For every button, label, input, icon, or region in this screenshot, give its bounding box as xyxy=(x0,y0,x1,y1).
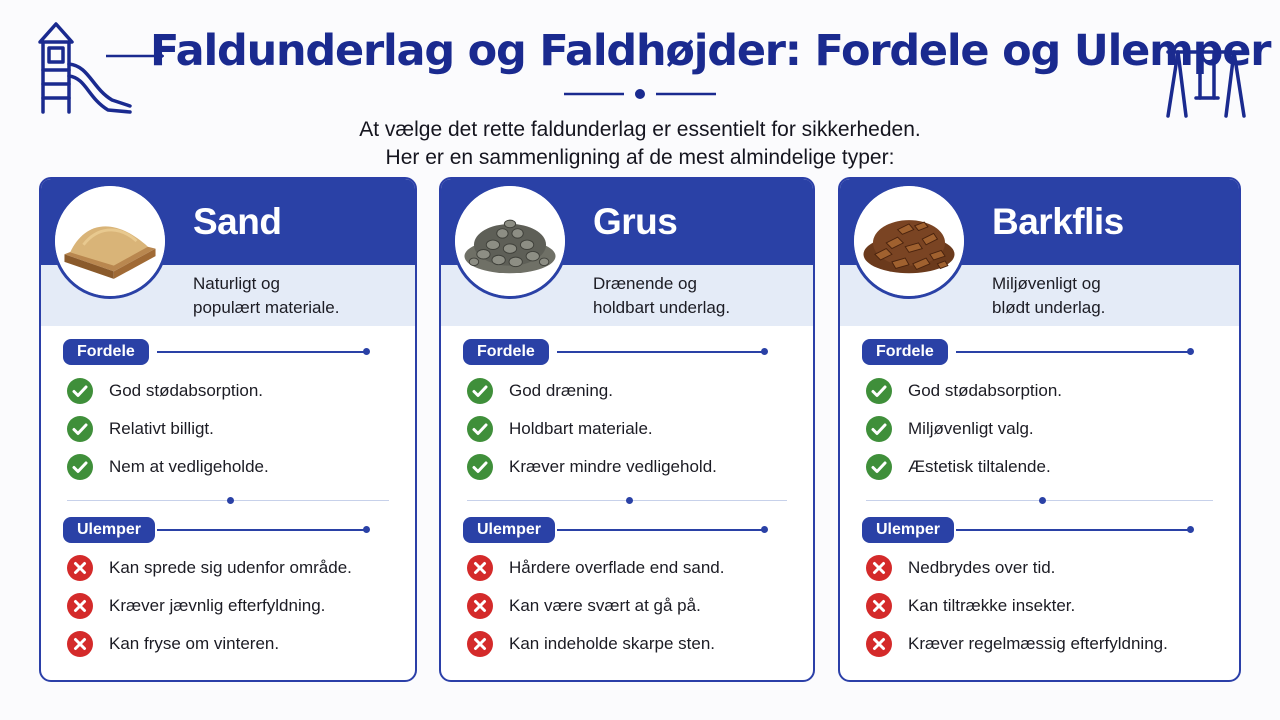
check-circle-icon xyxy=(467,378,493,404)
card-description xyxy=(193,272,413,320)
x-circle-icon xyxy=(67,631,93,657)
section-rule-dot xyxy=(1187,348,1194,355)
pro-item-text: Æstetisk tiltalende. xyxy=(908,457,1051,476)
card-description xyxy=(992,272,1212,320)
section-rule-dot xyxy=(363,348,370,355)
con-item-text: Kan tiltrække insekter. xyxy=(908,596,1076,615)
con-item-text: Kan indeholde skarpe sten. xyxy=(509,634,716,653)
section-rule xyxy=(956,351,1189,353)
x-circle-icon xyxy=(866,593,892,619)
section-rule-dot xyxy=(1187,526,1194,533)
pro-item-text: Miljøvenligt valg. xyxy=(908,419,1034,438)
pro-item-text: Holdbart materiale. xyxy=(509,419,653,438)
check-circle-icon xyxy=(67,454,93,480)
page-title: Faldunderlag og Faldhøjder: Fordele og Ulemper xyxy=(150,26,1271,76)
title-divider xyxy=(564,86,716,102)
check-circle-icon xyxy=(866,378,892,404)
x-circle-icon xyxy=(467,555,493,581)
check-circle-icon xyxy=(866,454,892,480)
pros-label: Fordele xyxy=(463,339,549,365)
card-description-line: holdbart underlag. xyxy=(593,298,731,317)
card-description-line: populært materiale. xyxy=(193,298,340,317)
pros-label: Fordele xyxy=(862,339,948,365)
con-item-text: Kan fryse om vinteren. xyxy=(109,634,280,653)
card-sand xyxy=(39,177,417,682)
x-circle-icon xyxy=(467,631,493,657)
con-item-text: Kan være svært at gå på. xyxy=(509,596,701,615)
section-divider-dot xyxy=(227,497,234,504)
section-rule xyxy=(157,351,365,353)
pro-item-text: Kræver mindre vedligehold. xyxy=(509,457,717,476)
card-description-line: Drænende og xyxy=(593,274,697,293)
card-barkflis xyxy=(838,177,1241,682)
x-circle-icon xyxy=(67,555,93,581)
playground-slide-icon xyxy=(34,18,138,116)
cons-label: Ulemper xyxy=(463,517,555,543)
card-title: Barkflis xyxy=(992,201,1124,242)
check-circle-icon xyxy=(866,416,892,442)
check-circle-icon xyxy=(67,378,93,404)
subtitle-line-2: Her er en sammenligning af de mest almindelige typer: xyxy=(385,146,895,169)
sand-image xyxy=(52,183,168,299)
con-item-text: Kan sprede sig udenfor område. xyxy=(109,558,352,577)
check-circle-icon xyxy=(467,454,493,480)
section-divider-dot xyxy=(626,497,633,504)
pro-item-text: God dræning. xyxy=(509,381,613,400)
cons-label: Ulemper xyxy=(862,517,954,543)
section-rule xyxy=(557,351,763,353)
section-rule xyxy=(157,529,365,531)
x-circle-icon xyxy=(866,631,892,657)
x-circle-icon xyxy=(866,555,892,581)
section-rule-dot xyxy=(363,526,370,533)
pro-item-text: Nem at vedligeholde. xyxy=(109,457,269,476)
con-item-text: Nedbrydes over tid. xyxy=(908,558,1056,577)
section-rule xyxy=(956,529,1189,531)
card-grus xyxy=(439,177,815,682)
section-rule-dot xyxy=(761,526,768,533)
section-rule xyxy=(557,529,763,531)
con-item-text: Hårdere overflade end sand. xyxy=(509,558,725,577)
con-item-text: Kræver regelmæssig efterfyldning. xyxy=(908,634,1168,653)
pros-label: Fordele xyxy=(63,339,149,365)
card-description-line: blødt underlag. xyxy=(992,298,1106,317)
subtitle xyxy=(240,116,1040,172)
x-circle-icon xyxy=(467,593,493,619)
card-title: Sand xyxy=(193,201,282,242)
card-title: Grus xyxy=(593,201,678,242)
check-circle-icon xyxy=(67,416,93,442)
card-description-line: Miljøvenligt og xyxy=(992,274,1101,293)
subtitle-line-1: At vælge det rette faldunderlag er essentielt for sikkerheden. xyxy=(359,118,921,141)
con-item-text: Kræver jævnlig efterfyldning. xyxy=(109,596,326,615)
cons-label: Ulemper xyxy=(63,517,155,543)
card-description xyxy=(593,272,813,320)
card-description-line: Naturligt og xyxy=(193,274,280,293)
pro-item-text: God stødabsorption. xyxy=(908,381,1063,400)
bark-chips-image xyxy=(851,183,967,299)
check-circle-icon xyxy=(467,416,493,442)
pro-item-text: Relativt billigt. xyxy=(109,419,214,438)
x-circle-icon xyxy=(67,593,93,619)
section-divider-dot xyxy=(1039,497,1046,504)
gravel-image xyxy=(452,183,568,299)
section-rule-dot xyxy=(761,348,768,355)
pro-item-text: God stødabsorption. xyxy=(109,381,264,400)
